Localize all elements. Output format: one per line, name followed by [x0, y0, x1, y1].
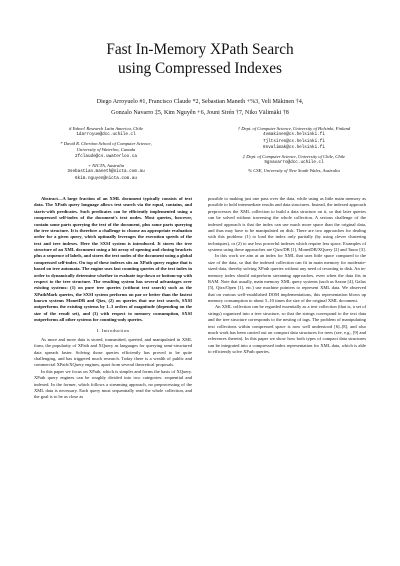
authors-line-1: Diego Arroyuelo #1, Francisco Claude *2, Sebastian Maneth +%3, Veli Mäkinen †4, — [96, 99, 304, 105]
abstract: Abstract—A large fraction of an XML document typically consists of text data. The XPath query language allows text search via the equal, contains, and starts-with predicates. Such predicates can be efficiently implemented using a compressed self-index of the document's text nodes. Most queries, however, contain some parts querying the text of the document, plus some parts querying the tree structure. It is therefore a challenge to choose an appropriate evaluation order for a given query, which optimally leverages the execution speeds of the text and tree indexes. Here the SXSI system is introduced. It stores the tree structure of an XML document using a bit array of opening and closing brackets plus a sequence of labels, and stores the text nodes of the document using a global compressed self-index. On top of these indexes sits an XPath query engine that is based on tree automata. The engine uses fast counting queries of the text index in order to dynamically determine whether to evaluate top-down or bottom-up with respect to the tree structure. The resulting system has several advantages over existing systems: (1) on pure tree queries (without text search) such as the XPathMark queries, the SXSI system performs on par or better than the fastest known systems MonetDB and Qizx, (2) on queries that use text search, SXSI outperforms the existing systems by 1–3 orders of magnitude (depending on the size of the result set), and (3) with respect to memory consumption, SXSI outperforms all other systems for counting-only queries. — [34, 196, 192, 323]
body-paragraph: An XML collection can be regarded essentially as a text collection (that is, a set of strings) organized into a tree structure, so that the strings correspond to the text data and the tree structure corresponds to the nesting of tags. The problem of manipulating text collections within compressed space is now well understood [6]–[8], and also much work has been carried out on compact data structures for trees (see, e.g., [9] and references therein). In this paper we show how both types of compact data structures can be integrated into a compressed index representation for XML data, which is able to efficiently solve XPath queries. — [208, 304, 366, 354]
right-column — [208, 196, 366, 355]
title-line-2: using Compressed Indexes — [118, 60, 282, 77]
affiliation-chile: ‡ Dept. of Computer Science, University of Chile, Chile 5gnavarro@dcc.uchile.cl — [242, 154, 346, 166]
intro-paragraph: As more and more data is stored, transmitted, queried, and manipulated in XML form, the popularity of XPath and XQuery as languages for querying semi-structured data spreads faster. Solving those queries efficiently has proved to be quite challenging, and has triggered much research. Today there is a wealth of public and commercial XPath/XQuery engines, apart from several theoretical proposals. — [34, 336, 192, 368]
affiliation-yahoo: # Yahoo! Research Latin America, Chile 1darroyue@dcc.uchile.cl — [68, 126, 144, 138]
title-line-1: Fast In-Memory XPath Search — [106, 41, 294, 58]
affiliation-helsinki: † Dept. of Computer Science, University of Helsinki, Finland 4vmakinen@cs.helsinki.fi 7jltsiren@cs.helsinki.fi 8nvalimak@cs.helsinki.fi — [237, 126, 351, 150]
affiliation-waterloo: * David R. Cheriton School of Computer Science, University of Waterloo, Canada 2fclaude@cs.uwaterloo.ca — [60, 141, 152, 159]
intro-paragraph: In this paper we focus on XPath, which is simpler and forms the basis of XQuery. XPath query engines can be roughly divided into two categories: sequential and indexed. In the former, which follows a streaming approach, no preprocessing of the XML data is necessary. Each query must sequentially read the whole collection, and the goal is to be as close as — [34, 368, 192, 400]
body-paragraph: In this work we aim at an index for XML that uses little space compared to the size of the data, so that the indexed collection can fit in main memory for moderate-sized data, thereby solving XPath queries without any need of resorting to disk. An in-memory index should outperform streaming approaches, even when the data fits in RAM. Note that usually, main memory XML query systems (such as Saxon [4], Galax [5], Qizx/Open [1], etc.) use machine pointers to represent XML data. We observed that on various well-established DOM implementations, this representation blows up memory consumption to about 5–10 times the size of the original XML document. — [208, 253, 366, 303]
affiliation-nicta: + NICTA, Australia 3sebastian.maneth@nicta.com.au 6kim.nguyen@nicta.com.au — [67, 163, 145, 181]
paper-title — [0, 40, 400, 78]
body-paragraph: possible to making just one pass over the data, while using as little main memory as possible to hold intermediate results and data structures. Instead, the indexed approach preprocesses the XML collection to build a data structure on it, so that later queries can be solved without traversing the whole collection. A serious challenge of the indexed approach is that the index can use much more space than the original data, and thus may have to be manipulated on disk. There are two approaches for dealing with this problem: (1) to load the index only partially (by using clever clustering techniques), or (2) to use less powerful indexes which require less space. Examples of systems using these approaches are Qizx/DB [1], MonetDB/XQuery [2] and Tauro [3]. — [208, 196, 366, 252]
section-heading: I. Introduction — [96, 327, 130, 333]
author-list — [0, 97, 400, 119]
left-column — [34, 196, 192, 401]
authors-line-2: Gonzalo Navarro ‡5, Kim Nguyễn +6, Jouni Sirén †7, Niko Välimäki †8 — [111, 109, 289, 116]
affiliation-unsw: % CSE, University of New South Wales, Australia — [248, 168, 340, 173]
